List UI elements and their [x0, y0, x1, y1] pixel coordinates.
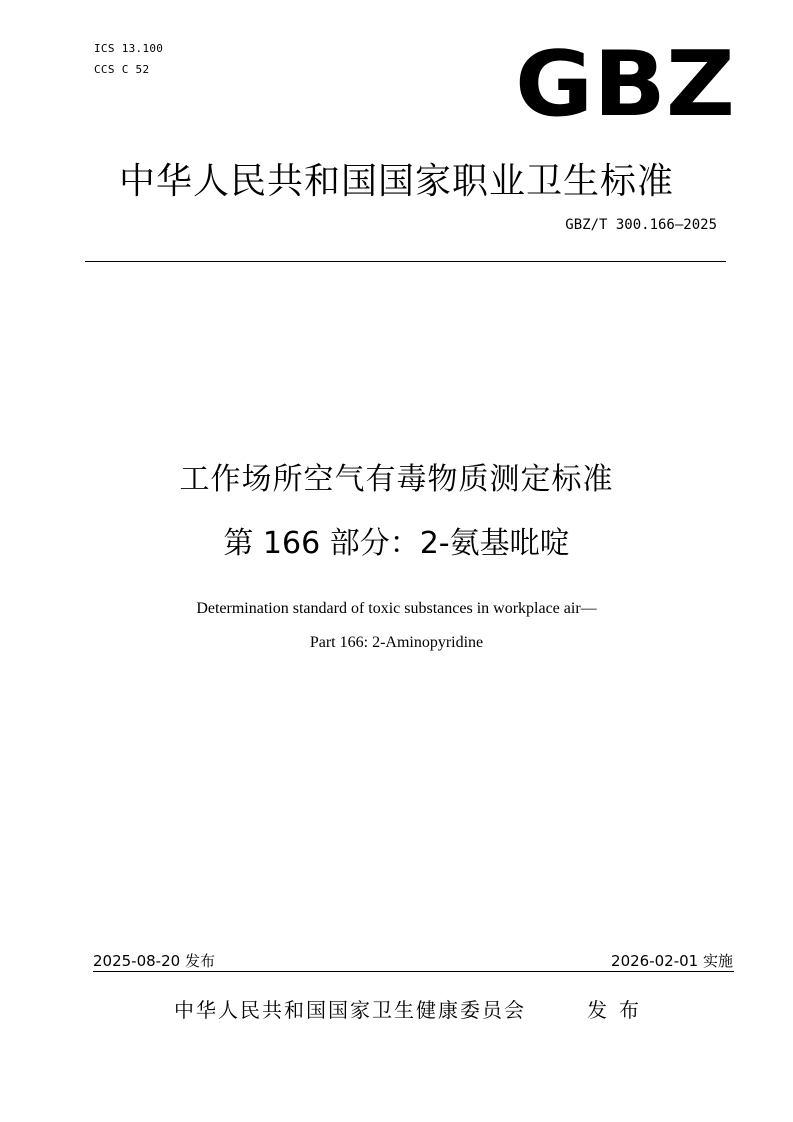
title-cn-line2: 第 166 部分：2-氨基吡啶: [223, 526, 570, 561]
header-divider: [85, 261, 726, 262]
implementation-date: 2026-02-01 实施: [611, 952, 733, 970]
ccs-code: CCS C 52: [94, 63, 150, 76]
title-en-line1: Determination standard of toxic substances in workplace air—: [196, 600, 597, 617]
title-cn-line1: 工作场所空气有毒物质测定标准: [179, 462, 614, 497]
standard-category: 中华人民共和国国家职业卫生标准: [118, 161, 674, 202]
gbz-logo: [514, 46, 736, 118]
issuer: 中华人民共和国国家卫生健康委员会: [174, 998, 526, 1022]
issue-date: 2025-08-20 发布: [93, 952, 215, 970]
title-en-line2: Part 166: 2-Aminopyridine: [309, 634, 484, 651]
ics-code: ICS 13.100: [94, 42, 164, 55]
footer-divider: [93, 971, 734, 972]
standard-number: GBZ/T 300.166—2025: [565, 217, 717, 233]
issuer-action: 发布: [587, 998, 651, 1022]
gbz-logo-text: GBZ: [515, 46, 735, 118]
